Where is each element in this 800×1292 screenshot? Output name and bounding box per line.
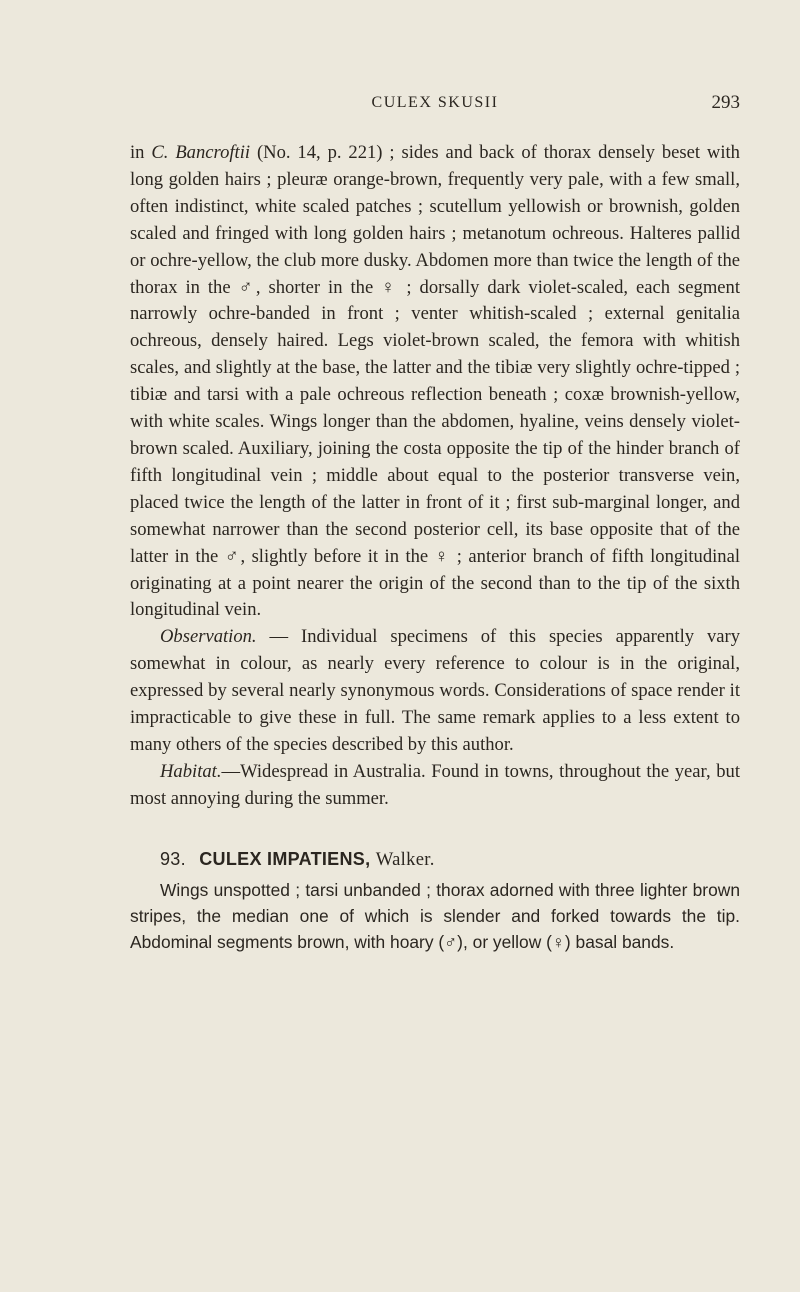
- observation-text: — Individual specimens of this species apparently vary somewhat in colour, as nearly every reference to colour is in the original, expressed by several nearly synonymous words. Considerations of space render it impracticable to give these in full. The same remark applies to a less extent to many others of the species described by this author.: [130, 626, 740, 755]
- page-header: [130, 92, 740, 116]
- observation-label: Observation.: [160, 626, 257, 648]
- species-name: CULEX IMPATIENS,: [199, 848, 371, 869]
- species-number: 93.: [160, 848, 186, 869]
- description-text: (No. 14, p. 221) ; sides and back of thorax densely beset with long golden hairs ; pleuræ orange-brown, frequently very pale, with a few small, often indistinct, white scaled patches ; scutellum yellowish or brownish, golden scaled and fringed with long golden hairs ; metanotum ochreous. Halteres pallid or ochre-yellow, the club more dusky. Abdomen more than twice the length of the thorax in the ♂, shorter in the ♀ ; dorsally dark violet-scaled, each segment narrowly ochre-banded in front ; venter whitish-scaled ; external genitalia ochreous, densely haired. Legs violet-brown scaled, the femora with whitish scales, and slightly at the base, the latter and the tibiæ very slightly ochre-tipped ; tibiæ and tarsi with a pale ochreous reflection beneath ; coxæ brownish-yellow, with white scales. Wings longer than the abdomen, hyaline, veins densely violet-brown scaled. Auxiliary, joining the costa opposite the tip of the hinder branch of fifth longitudinal vein ; middle about equal to the posterior transverse vein, placed twice the length of the latter in front of it ; first sub-marginal longer, and somewhat narrower than the second posterior cell, its base opposite that of the latter in the ♂, slightly before it in the ♀ ; anterior branch of fifth longitudinal originating at a point nearer the origin of the second than to the tip of the sixth longitudinal vein.: [130, 142, 740, 621]
- species-author: Walker.: [375, 848, 435, 870]
- body-text: [130, 140, 740, 955]
- description-paragraph: [130, 140, 740, 624]
- observation-paragraph: [130, 624, 740, 759]
- habitat-label: Habitat.: [160, 760, 222, 782]
- species-heading: [130, 849, 740, 871]
- species-description: Wings unspotted ; tarsi unbanded ; thorax adorned with three lighter brown stripes, the median one of which is slender and forked towards the tip. Abdominal segments brown, with hoary (♂), or yellow (♀) basal bands.: [130, 879, 740, 953]
- page-number: 293: [711, 92, 740, 113]
- habitat-paragraph: [130, 759, 740, 813]
- habitat-text: —Widespread in Australia. Found in towns, throughout the year, but most annoying during the summer.: [130, 760, 740, 809]
- description-prefix: in: [130, 142, 152, 163]
- species-reference: C. Bancroftii: [151, 142, 251, 163]
- running-head: CULEX SKUSII: [371, 94, 499, 111]
